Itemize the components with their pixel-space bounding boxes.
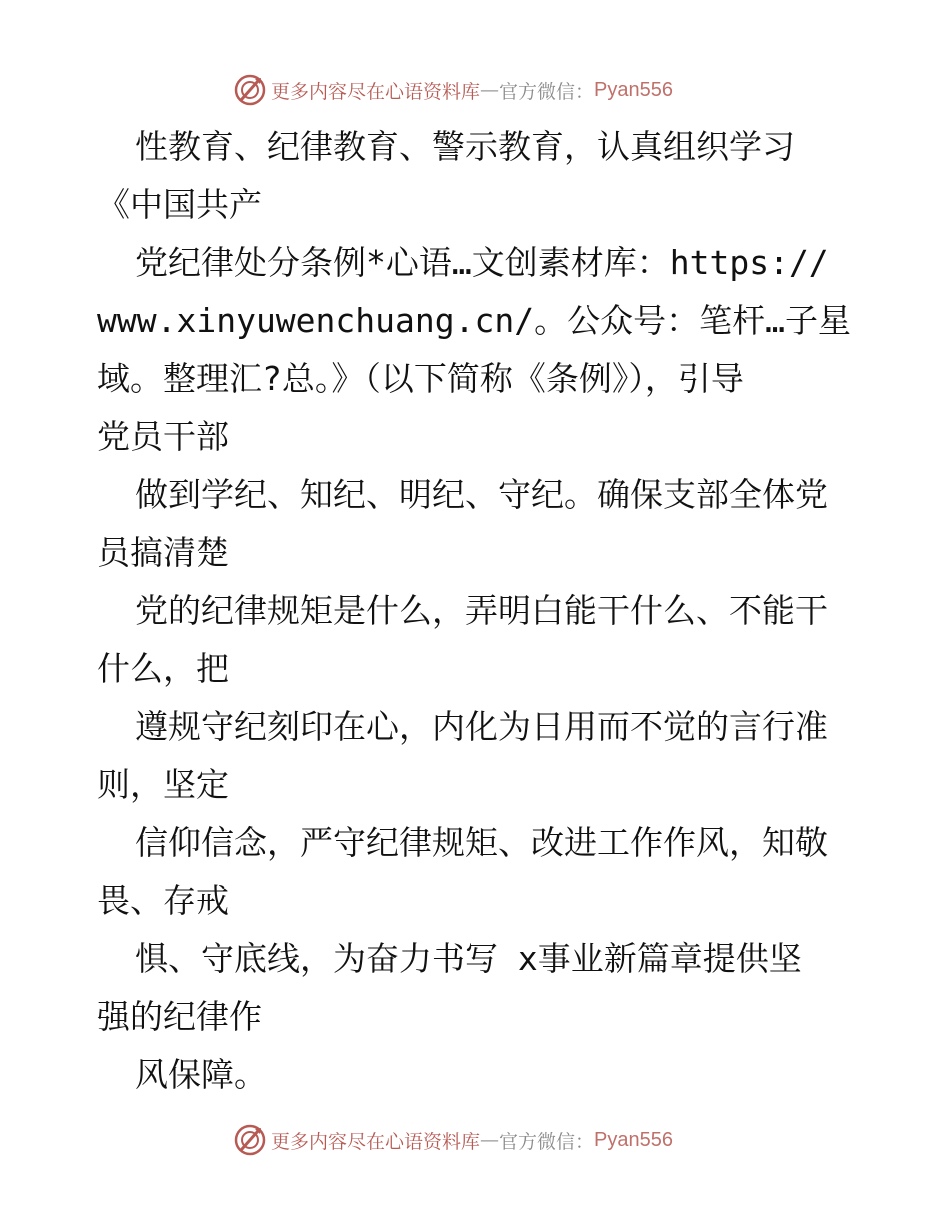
footer-wechat-id: Pyan556: [594, 1128, 673, 1151]
text-line: 遵规守纪刻印在心，内化为日用而不觉的言行准: [135, 707, 828, 746]
header-banner: [233, 70, 733, 110]
text-line: 畏、存戒: [97, 881, 229, 920]
text-line: 党员干部: [97, 417, 229, 456]
text-line: 则，坚定: [97, 765, 229, 804]
text-line: 强的纪律作: [97, 997, 262, 1036]
text-line: 风保障。: [135, 1055, 267, 1094]
text-line: 党的纪律规矩是什么，弄明白能干什么、不能干: [135, 591, 828, 630]
text-line: 党纪律处分条例*心语…文创素材库：https://: [135, 243, 829, 282]
text-line: 员搞清楚: [97, 533, 229, 572]
footer-wechat-label: 官方微信：: [499, 1130, 595, 1153]
text-line: 信仰信念，严守纪律规矩、改进工作作风，知敬: [135, 823, 828, 862]
footer-banner: [233, 1120, 733, 1160]
brand-logo-icon: [233, 1123, 267, 1157]
text-line: 《中国共产: [97, 185, 262, 224]
header-wechat-id: Pyan556: [594, 78, 673, 101]
header-dash: —: [480, 79, 500, 101]
body-text: [97, 118, 857, 1104]
footer-brand-text: 更多内容尽在心语资料库: [271, 1130, 481, 1153]
text-line: 域。整理汇?总。》（以下简称《条例》），引导: [97, 359, 744, 398]
text-line: www.xinyuwenchuang.cn/。公众号：笔杆…子星: [97, 301, 851, 340]
text-line: 做到学纪、知纪、明纪、守纪。确保支部全体党: [135, 475, 828, 514]
header-brand-text: 更多内容尽在心语资料库: [271, 80, 481, 103]
header-wechat-label: 官方微信：: [499, 80, 595, 103]
text-line: 性教育、纪律教育、警示教育，认真组织学习: [135, 127, 795, 166]
text-line: 什么，把: [97, 649, 229, 688]
brand-logo-icon: [233, 73, 267, 107]
text-line: 惧、守底线，为奋力书写 x事业新篇章提供坚: [135, 939, 802, 978]
footer-dash: —: [480, 1129, 500, 1151]
